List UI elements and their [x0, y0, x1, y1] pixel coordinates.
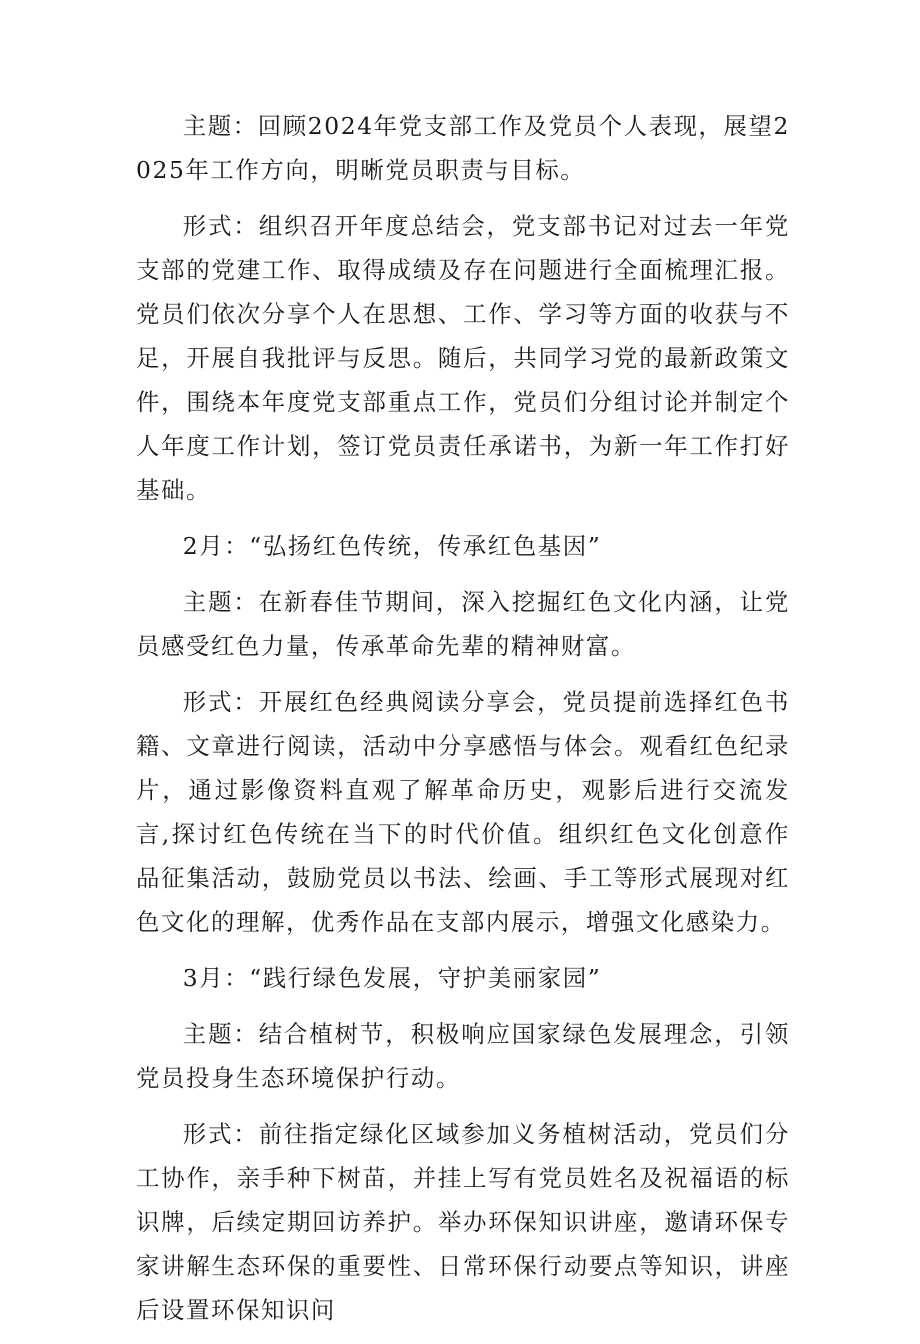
paragraph-form-february: 形式：开展红色经典阅读分享会，党员提前选择红色书籍、文章进行阅读，活动中分享感悟与体会。观看红色纪录片，通过影像资料直观了解革命历史，观影后进行交流发言,探讨红色传统在当下的时代价值。组织红色文化创意作品征集活动，鼓励党员以书法、绘画、手工等形式展现对红色文化的理解，优秀作品在支部内展示，增强文化感染力。 — [136, 688, 790, 936]
paragraph-form-march: 形式：前往指定绿化区域参加义务植树活动，党员们分工协作，亲手种下树苗，并挂上写有党员姓名及祝福语的标识牌，后续定期回访养护。举办环保知识讲座，邀请环保专家讲解生态环保的重要性、日常环保行动要点等知识，讲座后设置环保知识问 — [136, 1120, 790, 1324]
document-body — [136, 104, 790, 1344]
heading-march: 3月：“践行绿色发展，守护美丽家园” — [182, 964, 602, 992]
paragraph-theme-january: 主题：回顾2024年党支部工作及党员个人表现，展望2025年工作方向，明晰党员职责与目标。 — [136, 112, 791, 184]
paragraph-theme-february: 主题：在新春佳节期间，深入挖掘红色文化内涵，让党员感受红色力量，传承革命先辈的精神财富。 — [136, 588, 790, 660]
heading-february: 2月：“弘扬红色传统，传承红色基因” — [182, 532, 602, 560]
paragraph-theme-march: 主题：结合植树节，积极响应国家绿色发展理念，引领党员投身生态环境保护行动。 — [136, 1020, 790, 1092]
paragraph-form-january: 形式：组织召开年度总结会，党支部书记对过去一年党支部的党建工作、取得成绩及存在问题进行全面梳理汇报。党员们依次分享个人在思想、工作、学习等方面的收获与不足，开展自我批评与反思。随后，共同学习党的最新政策文件，围绕本年度党支部重点工作，党员们分组讨论并制定个人年度工作计划，签订党员责任承诺书，为新一年工作打好基础。 — [136, 212, 790, 504]
